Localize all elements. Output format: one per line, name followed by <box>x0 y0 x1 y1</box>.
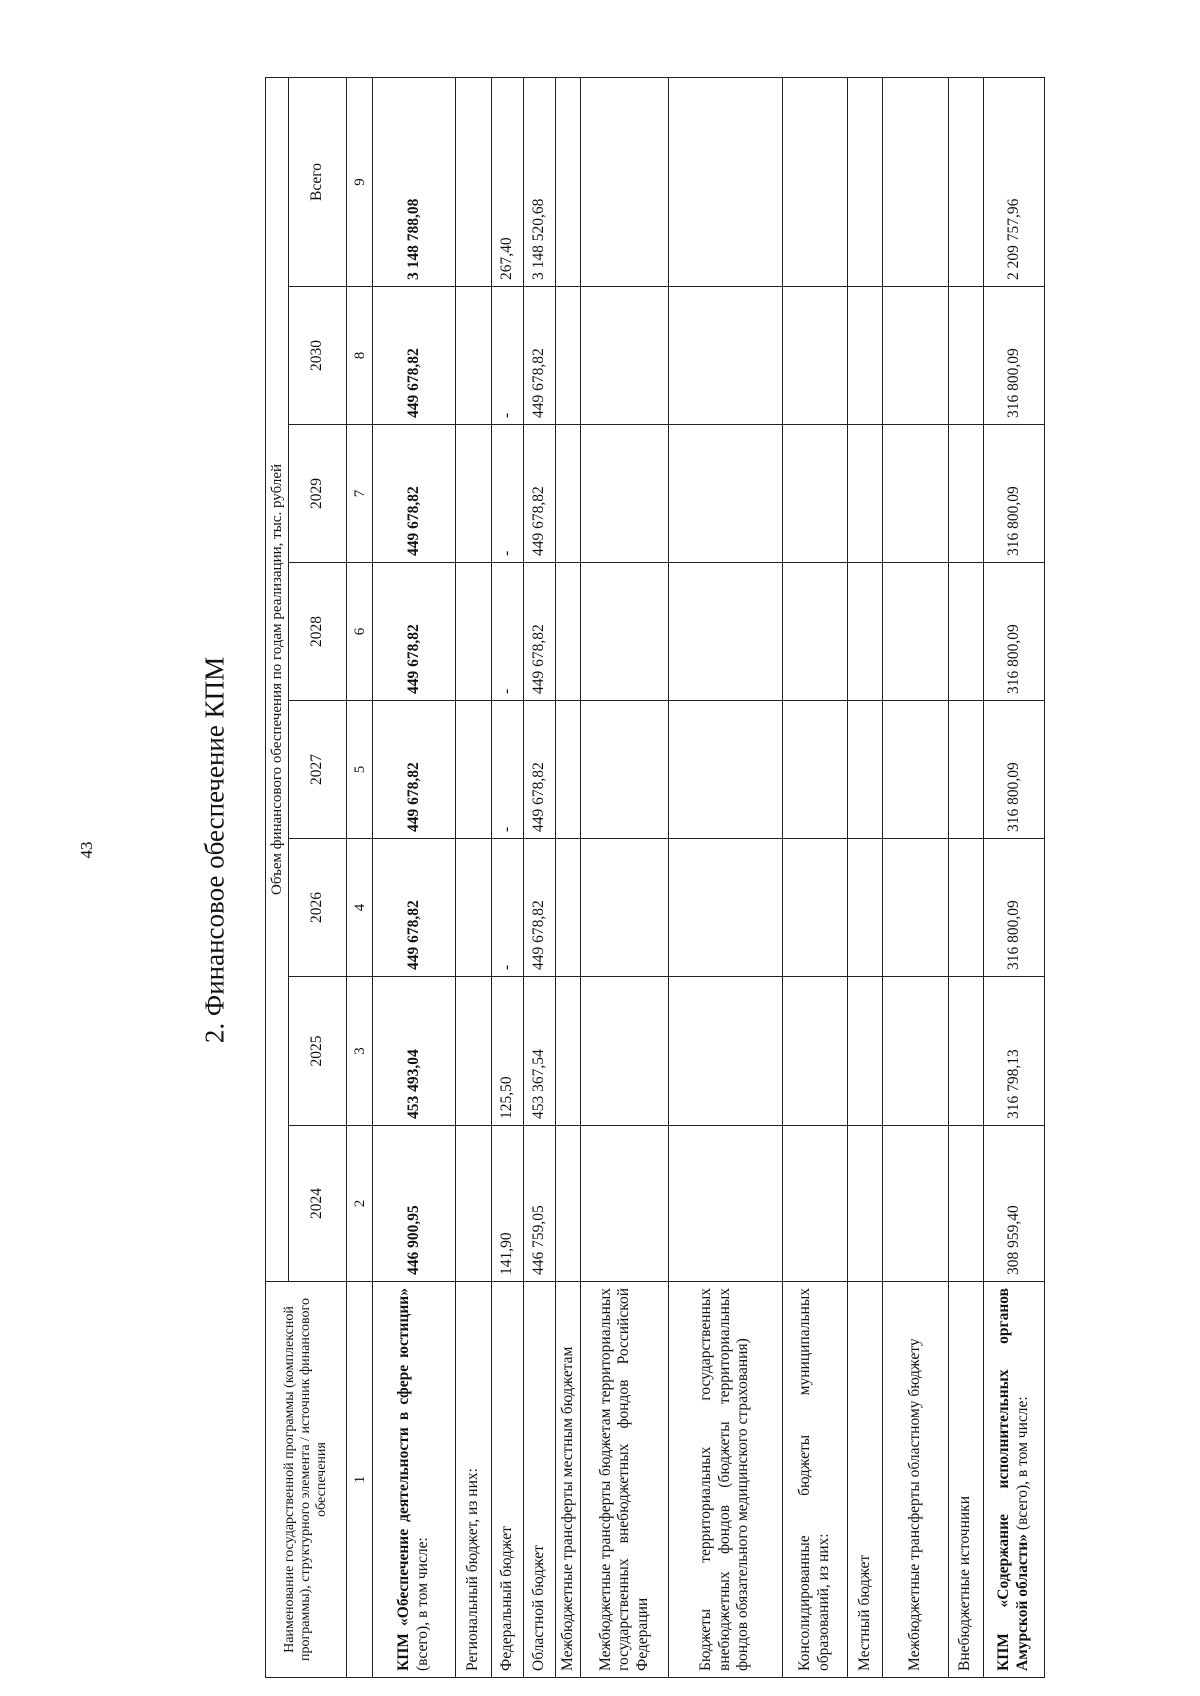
cell-value <box>948 701 983 839</box>
page-number: 43 <box>77 841 96 859</box>
cell-value <box>581 977 668 1126</box>
cell-value: - <box>492 425 524 563</box>
cell-value <box>782 839 848 977</box>
cell-value: 267,40 <box>492 77 524 286</box>
table-row <box>848 77 883 1677</box>
cell-value: 141,90 <box>492 1126 524 1282</box>
row-name: Федеральный бюджет <box>492 1282 524 1678</box>
column-number: 4 <box>347 839 373 977</box>
cell-value <box>581 425 668 563</box>
cell-value <box>848 839 883 977</box>
row-name: Межбюджетные трансферты областному бюджету <box>883 1282 949 1678</box>
header-year: 2029 <box>289 425 347 563</box>
header-year: 2028 <box>289 563 347 701</box>
cell-value <box>456 563 492 701</box>
cell-value <box>581 77 668 286</box>
cell-value: 449 678,82 <box>523 425 555 563</box>
header-year: 2027 <box>289 701 347 839</box>
cell-value <box>948 1126 983 1282</box>
row-name: Местный бюджет <box>848 1282 883 1678</box>
cell-value <box>782 77 848 286</box>
row-name: Бюджеты территориальных государственных внебюджетных фондов (бюджеты территориальных фондов обязательного медицинского страхования) <box>668 1282 782 1678</box>
table-row <box>668 77 782 1677</box>
cell-value <box>782 287 848 425</box>
cell-value <box>948 839 983 977</box>
row-name: Межбюджетные трансферты местным бюджетам <box>555 1282 581 1678</box>
section-title: 2. Финансовое обеспечение КПМ <box>199 656 230 1044</box>
header-total: Всего <box>289 77 347 286</box>
cell-value <box>883 425 949 563</box>
cell-value: 453 493,04 <box>373 977 456 1126</box>
cell-value <box>848 977 883 1126</box>
cell-value <box>668 701 782 839</box>
cell-value <box>456 977 492 1126</box>
cell-value <box>782 1126 848 1282</box>
column-number: 3 <box>347 977 373 1126</box>
cell-value: - <box>492 563 524 701</box>
cell-value: - <box>492 287 524 425</box>
financing-table <box>265 77 1045 1678</box>
cell-value <box>948 425 983 563</box>
cell-value <box>948 563 983 701</box>
cell-value <box>782 701 848 839</box>
cell-value <box>668 563 782 701</box>
cell-value <box>883 839 949 977</box>
cell-value: 3 148 520,68 <box>523 77 555 286</box>
header-year: 2025 <box>289 977 347 1126</box>
cell-value <box>668 425 782 563</box>
cell-value <box>581 839 668 977</box>
row-name: Внебюджетные источники <box>948 1282 983 1678</box>
cell-value <box>456 1126 492 1282</box>
table-row <box>373 77 456 1677</box>
cell-value <box>948 287 983 425</box>
cell-value <box>848 701 883 839</box>
row-name-rest: (всего), в том числе: <box>414 1537 432 1671</box>
cell-value <box>581 1126 668 1282</box>
row-name: Областной бюджет <box>523 1282 555 1678</box>
cell-value <box>883 977 949 1126</box>
column-number: 7 <box>347 425 373 563</box>
cell-value: 316 800,09 <box>983 839 1044 977</box>
header-year: 2026 <box>289 839 347 977</box>
cell-value: 449 678,82 <box>523 287 555 425</box>
cell-value <box>668 977 782 1126</box>
cell-value <box>456 287 492 425</box>
cell-value: - <box>492 839 524 977</box>
cell-value: 449 678,82 <box>373 287 456 425</box>
cell-value: 449 678,82 <box>523 563 555 701</box>
cell-value <box>555 839 581 977</box>
cell-value <box>883 287 949 425</box>
cell-value: 446 759,05 <box>523 1126 555 1282</box>
cell-value <box>555 77 581 286</box>
cell-value: 449 678,82 <box>373 701 456 839</box>
cell-value: - <box>492 701 524 839</box>
table-row <box>948 77 983 1677</box>
row-name: Межбюджетные трансферты бюджетам территориальных государственных внебюджетных фондов Российской Федерации <box>581 1282 668 1678</box>
header-year: 2024 <box>289 1126 347 1282</box>
row-name-rest: (всего), в том числе: <box>1013 1396 1031 1534</box>
cell-value <box>555 977 581 1126</box>
cell-value: 446 900,95 <box>373 1126 456 1282</box>
program-name: КПМ «Обеспечение деятельности в сфере юстиции» <box>395 1288 413 1671</box>
cell-value <box>883 1126 949 1282</box>
cell-value <box>883 701 949 839</box>
row-name <box>373 1282 456 1678</box>
column-number: 8 <box>347 287 373 425</box>
cell-value <box>848 563 883 701</box>
cell-value: 453 367,54 <box>523 977 555 1126</box>
table-row <box>581 77 668 1677</box>
cell-value: 3 148 788,08 <box>373 77 456 286</box>
cell-value <box>782 425 848 563</box>
header-year: 2030 <box>289 287 347 425</box>
cell-value: 316 798,13 <box>983 977 1044 1126</box>
header-name: Наименование государственной программы (комплексной программы), структурного элемента / источник финансового обеспечения <box>266 1282 347 1678</box>
cell-value <box>456 77 492 286</box>
table-row <box>883 77 949 1677</box>
cell-value <box>948 977 983 1126</box>
financing-table-container <box>265 78 1045 1678</box>
cell-value <box>581 701 668 839</box>
cell-value: 316 800,09 <box>983 425 1044 563</box>
cell-value: 2 209 757,96 <box>983 77 1044 286</box>
cell-value <box>456 701 492 839</box>
column-number: 2 <box>347 1126 373 1282</box>
table-row <box>492 77 524 1677</box>
cell-value: 308 959,40 <box>983 1126 1044 1282</box>
cell-value <box>581 563 668 701</box>
row-name: Региональный бюджет, из них: <box>456 1282 492 1678</box>
cell-value <box>668 839 782 977</box>
column-number: 5 <box>347 701 373 839</box>
cell-value <box>555 701 581 839</box>
cell-value <box>555 287 581 425</box>
header-volume: Объем финансового обеспечения по годам реализации, тыс. рублей <box>266 77 289 1281</box>
table-row <box>523 77 555 1677</box>
cell-value <box>668 77 782 286</box>
cell-value: 449 678,82 <box>373 563 456 701</box>
row-name <box>983 1282 1044 1678</box>
cell-value <box>848 425 883 563</box>
program-name: КПМ «Содержание исполнительных органов Амурской области» <box>995 1288 1031 1671</box>
cell-value <box>848 287 883 425</box>
cell-value <box>782 563 848 701</box>
cell-value <box>555 1126 581 1282</box>
cell-value <box>668 1126 782 1282</box>
cell-value <box>883 77 949 286</box>
cell-value: 449 678,82 <box>523 701 555 839</box>
cell-value: 316 800,09 <box>983 701 1044 839</box>
table-row <box>983 77 1044 1677</box>
cell-value: 449 678,82 <box>373 839 456 977</box>
column-number: 9 <box>347 77 373 286</box>
cell-value: 316 800,09 <box>983 563 1044 701</box>
row-name: Консолидированные бюджеты муниципальных образований, из них: <box>782 1282 848 1678</box>
cell-value: 125,50 <box>492 977 524 1126</box>
cell-value <box>668 287 782 425</box>
table-row <box>555 77 581 1677</box>
cell-value: 449 678,82 <box>523 839 555 977</box>
cell-value <box>883 563 949 701</box>
cell-value <box>555 563 581 701</box>
cell-value <box>782 977 848 1126</box>
cell-value <box>581 287 668 425</box>
column-number: 6 <box>347 563 373 701</box>
cell-value <box>848 77 883 286</box>
cell-value: 449 678,82 <box>373 425 456 563</box>
table-row <box>782 77 848 1677</box>
column-number: 1 <box>347 1282 373 1678</box>
cell-value <box>456 839 492 977</box>
cell-value <box>848 1126 883 1282</box>
cell-value: 316 800,09 <box>983 287 1044 425</box>
cell-value <box>555 425 581 563</box>
cell-value <box>948 77 983 286</box>
table-row <box>456 77 492 1677</box>
cell-value <box>456 425 492 563</box>
